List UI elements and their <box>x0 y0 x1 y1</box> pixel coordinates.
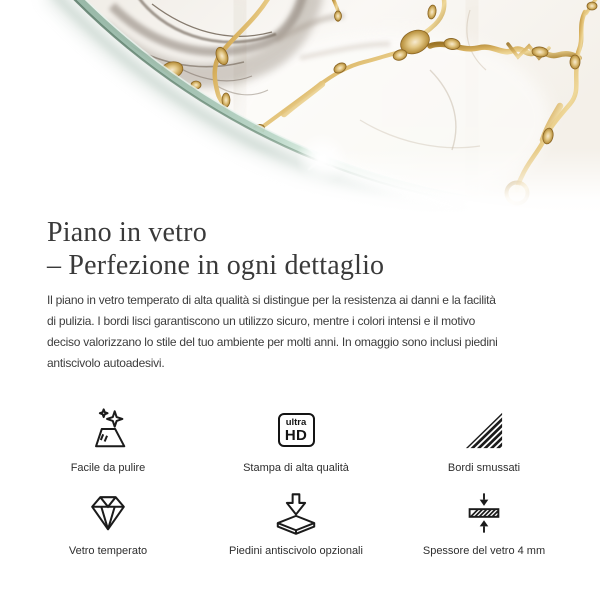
product-info-section <box>0 217 600 374</box>
feature-label: Facile da pulire <box>70 462 146 474</box>
feature-glass-thickness <box>390 489 578 558</box>
thickness-arrows-icon <box>461 489 507 537</box>
feature-label: Vetro temperato <box>68 545 148 557</box>
feature-easy-to-clean <box>14 406 202 475</box>
ultra-hd-badge-top-text: ultra <box>285 416 307 428</box>
clean-surface-sparkle-icon <box>85 406 131 454</box>
beveled-edge-hatch-icon <box>461 406 507 454</box>
product-image <box>0 0 600 215</box>
product-image-graphic <box>0 0 600 215</box>
feature-grid <box>0 406 600 558</box>
page-title-line2: – Perfezione in ogni dettaglio <box>47 249 385 281</box>
feature-beveled-edges <box>390 406 578 475</box>
feature-label: Spessore del vetro 4 mm <box>422 545 546 557</box>
feature-anti-slip-pads <box>202 489 390 558</box>
feature-label: Piedini antiscivolo opzionali <box>229 545 363 557</box>
page-title <box>47 217 560 282</box>
feature-label: Stampa di alta qualità <box>243 462 349 474</box>
ultra-hd-badge-bottom-text: HD <box>284 426 308 444</box>
feature-tempered-glass <box>14 489 202 558</box>
description-line: Il piano in vetro temperato di alta qualità si distingue per la resistenza ai danni e la facilità <box>47 293 496 307</box>
diamond-icon <box>85 489 131 537</box>
arrow-into-pad-icon <box>273 489 319 537</box>
ultra-hd-badge-icon <box>278 406 315 454</box>
product-description <box>47 290 560 374</box>
feature-print-quality <box>202 406 390 475</box>
page-title-line1: Piano in vetro <box>47 217 207 248</box>
feature-label: Bordi smussati <box>447 462 521 474</box>
description-line: antiscivolo autoadesivi. <box>47 356 165 370</box>
description-line: di pulizia. I bordi lisci garantiscono un utilizzo sicuro, mentre i colori intensi e il motivo <box>47 314 476 328</box>
description-line: deciso valorizzano lo stile del tuo ambiente per molti anni. In omaggio sono inclusi piedini <box>47 335 498 349</box>
